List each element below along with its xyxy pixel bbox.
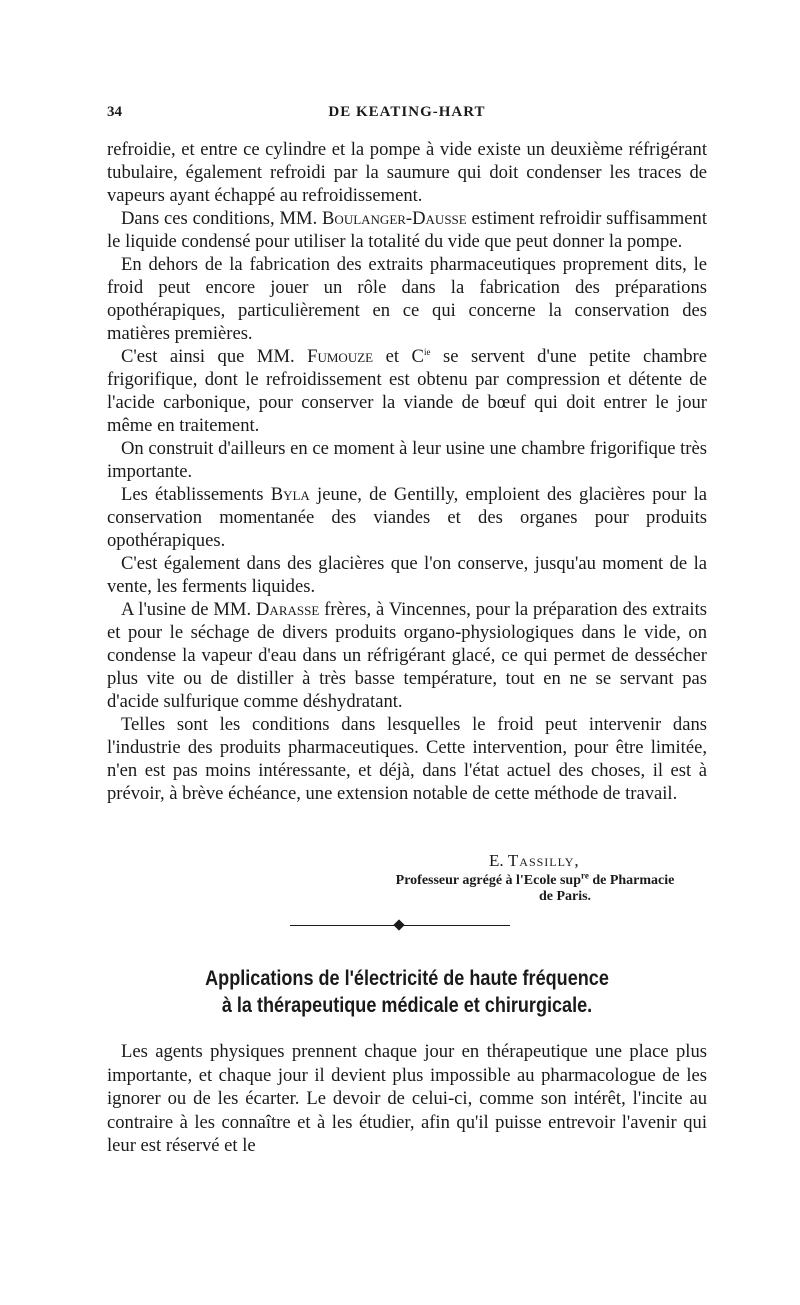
person-name: Boulanger-Dausse <box>322 208 467 229</box>
diamond-ornament-icon <box>393 919 404 930</box>
paragraph: En dehors de la fabrication des extraits pharmaceutiques proprement dits, le froid peut encore jouer un rôle dans la fabrication des préparations opothérapiques, particulièrement en ce qui concerne la conservation des matières premières. <box>107 254 707 344</box>
page-header <box>107 104 707 126</box>
running-title: DE KEATING-HART <box>328 104 486 120</box>
paragraph: C'est également dans des glacières que l'on conserve, jusqu'au moment de la vente, les ferments liquides. <box>107 553 707 597</box>
section-divider <box>290 921 510 931</box>
article-body <box>107 138 707 805</box>
paragraph: Dans ces conditions, MM. Boulanger-Dausse estiment refroidir suffisamment le liquide condensé pour utiliser la totalité du vide que peut donner la pompe. <box>107 208 707 252</box>
article-title: Applications de l'électricité de haute fréquence à la thérapeutique médicale et chirurgicale. <box>205 967 609 1017</box>
paragraph: C'est ainsi que MM. Fumouze et $C^{ie}$ se servent d'une petite chambre frigorifique, dont le refroidissement est obtenu par compression et détente de l'acide carbonique, pour conserver la viande de bœuf qui doit entrer le jour même en traitement. <box>107 346 707 436</box>
paragraph: Les agents physiques prennent chaque jour en thérapeutique une place plus importante, et chaque jour il devient plus impossible au pharmacologue de les ignorer ou de les écarter. Le devoir de celui-ci, comme son intérêt, l'incite au contraire à les connaître et à les étudier, afin qu'il puisse entrevoir l'avenir qui leur est réservé et le <box>107 1041 707 1156</box>
paragraph: Telles sont les conditions dans lesquelles le froid peut intervenir dans l'industrie des produits pharmaceutiques. Cette intervention, pour être limitée, n'en est pas moins intéressante, et déjà, dans l'état actuel des choses, il est à prévoir, à brève échéance, une extension notable de cette méthode de travail. <box>107 714 707 804</box>
person-name: Darasse <box>256 599 320 620</box>
author-signature: E. Tassilly, <box>489 851 580 870</box>
paragraph: Les établissements Byla jeune, de Gentilly, emploient des glacières pour la conservation momentanée des viandes et des organes pour produits opothérapiques. <box>107 484 707 551</box>
author-affiliation: Professeur agrégé à l'Ecole sup$^{re}$ de Pharmacie de Paris. <box>395 870 675 904</box>
paragraph: On construit d'ailleurs en ce moment à leur usine une chambre frigorifique très importante. <box>107 438 707 482</box>
page-number: 34 <box>107 104 122 120</box>
company-name: Byla <box>270 484 310 505</box>
article-intro <box>107 1040 707 1158</box>
person-name: Fumouze <box>307 346 374 367</box>
paragraph: A l'usine de MM. Darasse frères, à Vincennes, pour la préparation des extraits et pour le séchage de divers produits organo-physiologiques dans le vide, on condense la vapeur d'eau dans un réfrigérant glacé, ce qui permet de dessécher plus vite ou de distiller à très basse température, tout en ne se servant pas d'acide sulfurique comme déshydratant. <box>107 599 707 712</box>
paragraph: refroidie, et entre ce cylindre et la pompe à vide existe un deuxième réfrigérant tubulaire, également refroidi par la saumure qui doit condenser les traces de vapeurs ayant échappé au refroidissement. <box>107 139 707 206</box>
